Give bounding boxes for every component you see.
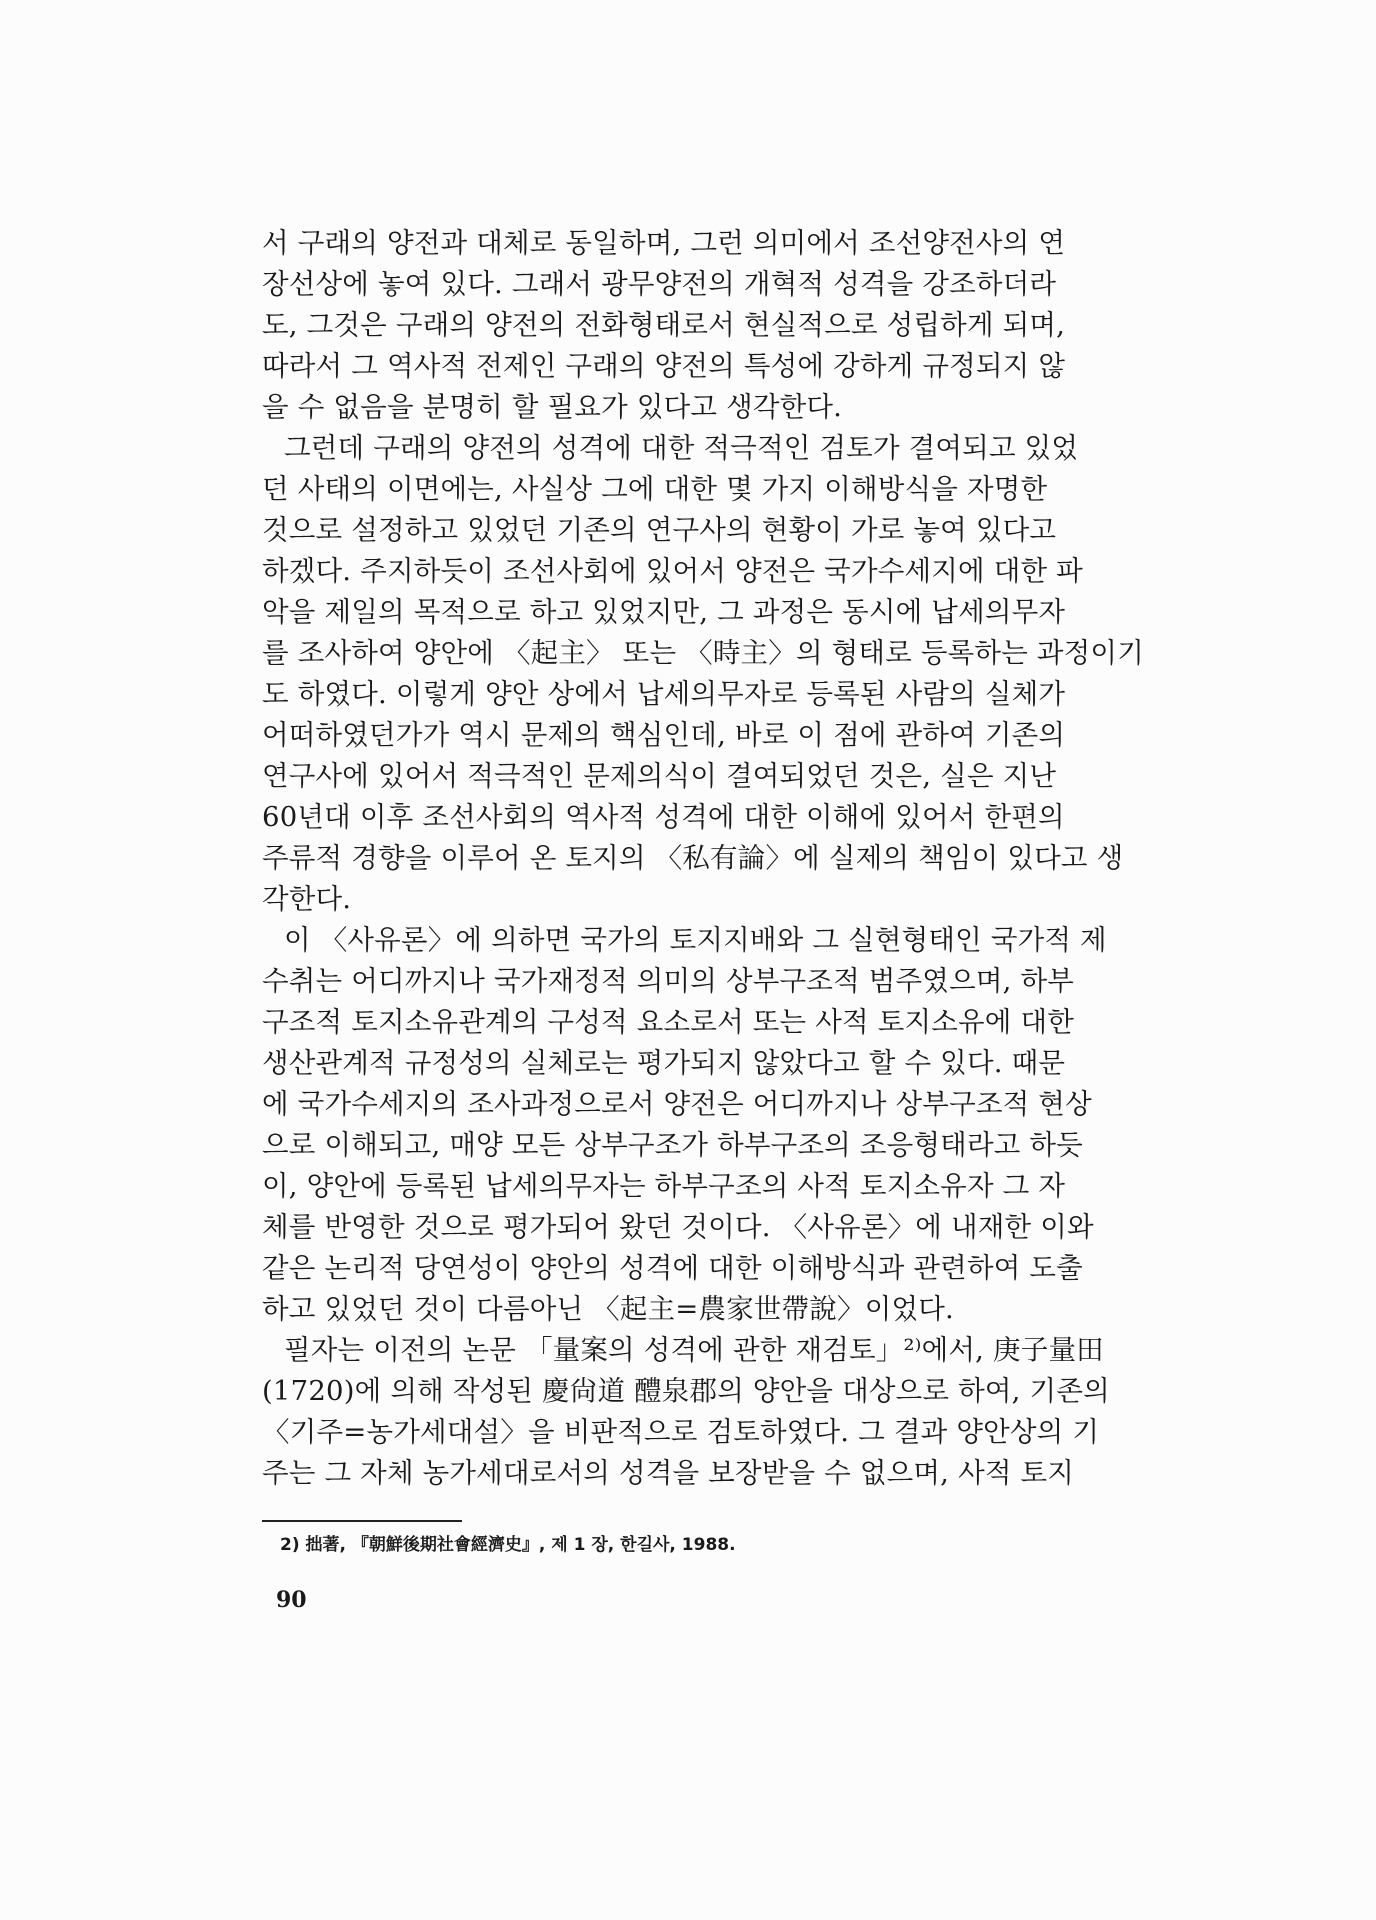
text-line: 도 하였다. 이렇게 양안 상에서 납세의무자로 등록된 사람의 실체가 [262, 678, 1066, 710]
text-line: 주류적 경향을 이루어 온 토지의 〈私有論〉에 실제의 책임이 있다고 생 [262, 842, 1124, 874]
text-line: 를 조사하여 양안에 〈起主〉 또는 〈時主〉의 형태로 등록하는 과정이기 [262, 637, 1144, 669]
text-line: 수취는 어디까지나 국가재정적 의미의 상부구조적 범주였으며, 하부 [262, 965, 1075, 997]
text-line: 던 사태의 이면에는, 사실상 그에 대한 몇 가지 이해방식을 자명한 [262, 473, 1048, 505]
text-line: 각한다. [262, 883, 352, 915]
text-line: 이, 양안에 등록된 납세의무자는 하부구조의 사적 토지소유자 그 자 [262, 1170, 1066, 1202]
text-line: 서 구래의 양전과 대체로 동일하며, 그런 의미에서 조선양전사의 연 [262, 227, 1066, 259]
text-line: 체를 반영한 것으로 평가되어 왔던 것이다. 〈사유론〉에 내재한 이와 [262, 1211, 1094, 1243]
text-line: 에 국가수세지의 조사과정으로서 양전은 어디까지나 상부구조적 현상 [262, 1088, 1092, 1120]
footnote: 2) 拙著, 『朝鮮後期社會經濟史』, 제 1 장, 한길사, 1988. [280, 1535, 736, 1555]
footnote-divider [262, 1520, 462, 1522]
text-line: 따라서 그 역사적 전제인 구래의 양전의 특성에 강하게 규정되지 않 [262, 350, 1066, 382]
text-line: 하겠다. 주지하듯이 조선사회에 있어서 양전은 국가수세지에 대한 파 [262, 555, 1083, 587]
text-line: 장선상에 놓여 있다. 그래서 광무양전의 개혁적 성격을 강조하더라 [262, 268, 1057, 300]
text-line: 〈기주=농가세대설〉을 비판적으로 검토하였다. 그 결과 양안상의 기 [262, 1416, 1100, 1448]
text-line: 도, 그것은 구래의 양전의 전화형태로서 현실적으로 성립하게 되며, [262, 309, 1066, 341]
text-line: 어떠하였던가가 역시 문제의 핵심인데, 바로 이 점에 관하여 기존의 [262, 719, 1066, 751]
text-line: 악을 제일의 목적으로 하고 있었지만, 그 과정은 동시에 납세의무자 [262, 596, 1066, 628]
text-line: 구조적 토지소유관계의 구성적 요소로서 또는 사적 토지소유에 대한 [262, 1006, 1075, 1038]
paragraph-start-line: 이 〈사유론〉에 의하면 국가의 토지지배와 그 실현형태인 국가적 제 [284, 924, 1107, 956]
paragraph-start-line: 그런데 구래의 양전의 성격에 대한 적극적인 검토가 결여되고 있었 [284, 432, 1079, 464]
paragraph-start-line: 필자는 이전의 논문 「量案의 성격에 관한 재검토」²⁾에서, 庚子量田 [284, 1334, 1104, 1366]
text-line: 것으로 설정하고 있었던 기존의 연구사의 현황이 가로 놓여 있다고 [262, 514, 1057, 546]
text-line: 연구사에 있어서 적극적인 문제의식이 결여되었던 것은, 실은 지난 [262, 760, 1057, 792]
text-line: 으로 이해되고, 매양 모든 상부구조가 하부구조의 조응형태라고 하듯 [262, 1129, 1083, 1161]
text-line: 을 수 없음을 분명히 할 필요가 있다고 생각한다. [262, 391, 843, 423]
text-line: (1720)에 의해 작성된 慶尙道 醴泉郡의 양안을 대상으로 하여, 기존의 [262, 1375, 1110, 1407]
text-line: 생산관계적 규정성의 실체로는 평가되지 않았다고 할 수 있다. 때문 [262, 1047, 1066, 1079]
text-line: 같은 논리적 당연성이 양안의 성격에 대한 이해방식과 관련하여 도출 [262, 1252, 1083, 1284]
page-number: 90 [276, 1587, 307, 1613]
text-line: 60년대 이후 조선사회의 역사적 성격에 대한 이해에 있어서 한편의 [262, 801, 1065, 833]
text-line: 하고 있었던 것이 다름아닌 〈起主=農家世帶說〉이었다. [262, 1293, 954, 1325]
text-line: 주는 그 자체 농가세대로서의 성격을 보장받을 수 없으며, 사적 토지 [262, 1457, 1075, 1489]
